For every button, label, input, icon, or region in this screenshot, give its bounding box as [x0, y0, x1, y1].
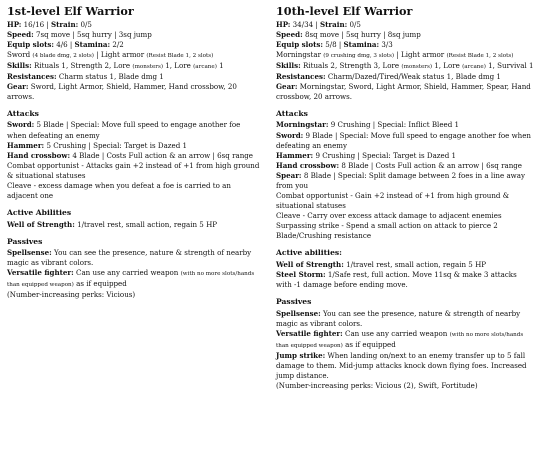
gear-label: Gear: [7, 81, 29, 91]
ability-value: 1/travel rest, small action, regain 5 HP [343, 259, 487, 269]
strain-value: 0/5 [78, 19, 92, 29]
right-speed-line [276, 30, 534, 40]
ability-line [7, 220, 261, 230]
gear-label: Gear: [276, 81, 298, 91]
attack-value: 4 Blade | Costs Full action & an arrow | 6sq range [70, 150, 254, 160]
right-attacks-heading: Attacks [276, 108, 308, 118]
skills-note: (arcane) [462, 63, 486, 70]
attack-label: Hammer: [7, 140, 45, 150]
ability-label: Well of Strength: [276, 259, 344, 269]
strain-value: 0/5 [347, 19, 361, 29]
ability-line [276, 270, 534, 290]
gear-value: Sword, Light Armor, Shield, Hammer, Hand crossbow, 20 arrows. [7, 81, 237, 101]
hp-value: 16/16 | [21, 19, 52, 29]
left-title: 1st-level Elf Warrior [7, 4, 134, 18]
attack-line [276, 171, 534, 191]
equip-label: Equip slots: [7, 39, 54, 49]
skills-note: (monsters) [401, 63, 433, 70]
attack-line [276, 120, 534, 130]
speed-label: Speed: [276, 29, 303, 39]
attack-line: Combat opportunist - Gain +2 instead of +1 from high ground & situational statuses [276, 190, 510, 210]
weapon-note: (4 blade dmg, 2 slots) [32, 52, 94, 59]
passive-label: Versatile fighter: [276, 328, 343, 338]
left-gear-line [7, 82, 261, 102]
skills-text: 1, Lore [163, 60, 194, 70]
attack-label: Hand crossbow: [7, 150, 71, 160]
left-equip-line [7, 40, 261, 50]
attack-line [7, 120, 261, 140]
passive-line [7, 268, 261, 290]
ability-value: 1/travel rest, small action, regain 5 HP [74, 219, 218, 229]
hp-value: 34/34 | [290, 19, 321, 29]
right-passives-heading: Passives [276, 297, 312, 306]
passive-note: (with no more slots/hands than equipped weapon) [7, 271, 255, 289]
passive-value: Can use any carried weapon [73, 268, 181, 278]
weapon-text: Morningstar [276, 49, 324, 59]
ability-line [276, 260, 534, 270]
passive-value: You can see the presence, nature & strength of nearby magic as vibrant colors. [276, 308, 521, 328]
right-gear-line [276, 82, 534, 102]
passive-note: (with no more slots/hands than equipped weapon) [276, 331, 524, 349]
attack-line [7, 151, 261, 161]
passive-value: Can use any carried weapon [342, 328, 450, 338]
equip-value: 5/8 | [322, 39, 344, 49]
hp-label: HP: [276, 19, 291, 29]
weapon-text: Sword [7, 49, 33, 59]
right-abilities-heading: Active abilities: [276, 248, 342, 258]
hp-label: HP: [7, 19, 22, 29]
armor-note: (Resist Blade 1, 2 slots) [446, 52, 514, 59]
passive-line [276, 309, 534, 329]
gear-value: Morningstar, Sword, Light Armor, Shield, Hammer, Spear, Hand crossbow, 20 arrows. [276, 81, 531, 101]
passive-value: When landing on/next to an enemy transfer up to 5 fall damage to them. Mid-jump attacks knock down flying foes. Increased jump distance. [276, 350, 527, 380]
attack-label: Sword: [7, 120, 35, 130]
attack-label: Hand crossbow: [276, 160, 340, 170]
attack-value: 9 Crushing | Special: Target is Dazed 1 [313, 150, 457, 160]
armor-text: | Light armor [93, 49, 147, 59]
right-resistances-line [276, 72, 534, 82]
attack-line: Cleave - excess damage when you defeat a foe is carried to an adjacent one [7, 180, 231, 200]
skills-text: 1, Survival 1 [485, 60, 534, 70]
left-column [7, 4, 261, 300]
attack-line [7, 141, 261, 151]
attack-value: 8 Blade | Special: Split damage between 2 foes in a line away from you [276, 170, 525, 190]
equip-label: Equip slots: [276, 39, 323, 49]
strain-label: Strain: [51, 19, 79, 29]
left-resistances-line [7, 72, 261, 82]
left-passives-heading: Passives [7, 236, 43, 246]
skills-text: Rituals 2, Strength 3, Lore [300, 60, 402, 70]
skills-note: (arcane) [193, 63, 217, 70]
right-title: 10th-level Elf Warrior [276, 4, 413, 18]
attack-label: Hammer: [276, 150, 314, 160]
resistances-value: Charm status 1, Blade dmg 1 [56, 71, 164, 81]
passive-value: You can see the presence, nature & strength of nearby magic as vibrant colors. [7, 248, 252, 268]
armor-text: | Light armor [394, 49, 447, 59]
stamina-label: Stamina: [74, 39, 111, 49]
attack-line [276, 161, 534, 171]
attack-line [276, 151, 534, 161]
passive-value: as if equipped [73, 279, 127, 289]
attack-value: 5 Crushing | Special: Target is Dazed 1 [44, 140, 188, 150]
left-abilities-heading: Active Abilities [7, 207, 72, 217]
attack-label: Spear: [276, 170, 302, 180]
left-skills-line [7, 61, 261, 72]
skills-text: 1, Lore [432, 60, 463, 70]
stamina-value: 3/3 [379, 39, 393, 49]
skills-note: (monsters) [132, 63, 164, 70]
right-hp-line [276, 20, 534, 30]
resistances-label: Resistances: [7, 71, 57, 81]
skills-label: Skills: [276, 60, 301, 70]
skills-label: Skills: [7, 60, 32, 70]
weapon-note: (9 crushing dmg, 3 slots) [323, 52, 395, 59]
ability-label: Steel Storm: [276, 269, 326, 279]
passive-label: Jump strike: [276, 350, 326, 360]
attack-value: 8 Blade | Costs Full action & an arrow | 6sq range [339, 160, 523, 170]
passive-label: Versatile fighter: [7, 268, 74, 278]
perks-line: (Number-increasing perks: Vicious) [7, 290, 136, 300]
passive-value: as if equipped [342, 339, 396, 349]
right-skills-line [276, 61, 534, 72]
armor-note: (Resist Blade 1, 2 slots) [146, 52, 214, 59]
right-equip-line [276, 40, 534, 50]
resistances-value: Charm/Dazed/Tired/Weak status 1, Blade dmg 1 [325, 71, 501, 81]
passive-line [7, 248, 261, 268]
speed-value: 8sq move | 5sq hurry | 8sq jump [302, 29, 421, 39]
left-hp-line [7, 20, 261, 30]
speed-label: Speed: [7, 29, 34, 39]
left-attacks-heading: Attacks [7, 108, 39, 118]
attack-value: 5 Blade | Special: Move full speed to engage another foe when defeating an enemy [7, 120, 241, 140]
perks-line: (Number-increasing perks: Vicious (2), Swift, Fortitude) [276, 380, 478, 390]
skills-text: Rituals 1, Strength 2, Lore [31, 60, 133, 70]
equip-value: 4/6 | [53, 39, 75, 49]
attack-label: Morningstar: [276, 120, 329, 130]
attack-value: 9 Crushing | Special: Inflict Bleed 1 [328, 120, 460, 130]
right-weapon-armor-line [276, 50, 534, 61]
passive-line [276, 329, 534, 351]
ability-value: 1/Safe rest, full action. Move 11sq & make 3 attacks with -1 damage before ending move. [276, 269, 517, 289]
speed-value: 7sq move | 5sq hurry | 3sq jump [33, 29, 152, 39]
attack-value: 9 Blade | Special: Move full speed to engage another foe when defeating an enemy [276, 130, 531, 150]
passive-label: Spellsense: [276, 308, 321, 318]
passive-line [276, 351, 534, 381]
attack-line: Cleave - Carry over excess attack damage to adjacent enemies [276, 211, 502, 220]
resistances-label: Resistances: [276, 71, 326, 81]
skills-text: 1 [216, 60, 224, 70]
strain-label: Strain: [320, 19, 348, 29]
left-speed-line [7, 30, 261, 40]
left-weapon-armor-line [7, 50, 261, 61]
right-column [276, 4, 534, 391]
stamina-value: 2/2 [110, 39, 124, 49]
stamina-label: Stamina: [343, 39, 380, 49]
attack-line: Surpassing strike - Spend a small action on attack to pierce 2 Blade/Crushing resistance [276, 221, 498, 241]
ability-label: Well of Strength: [7, 219, 75, 229]
passive-label: Spellsense: [7, 248, 52, 258]
attack-label: Sword: [276, 130, 304, 140]
attack-line: Combat opportunist - Attacks gain +2 instead of +1 from high ground & situational statuses [7, 160, 260, 180]
attack-line [276, 131, 534, 151]
